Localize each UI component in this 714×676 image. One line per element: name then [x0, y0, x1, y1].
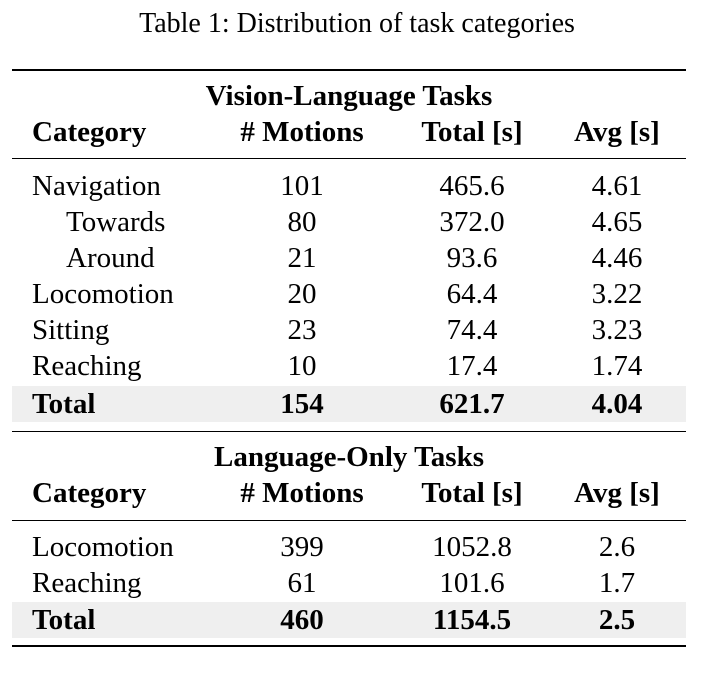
header-category: Category [32, 116, 147, 148]
cell-category: Towards [66, 206, 166, 238]
cell-avg: 1.74 [591, 350, 643, 382]
cell-total: 74.4 [446, 314, 498, 346]
cell-avg: 1.7 [598, 567, 636, 599]
cell-category: Total [32, 388, 96, 420]
top-rule [12, 69, 686, 71]
cell-motions: 460 [280, 604, 324, 636]
cell-category: Reaching [32, 350, 142, 382]
section-title: Language-Only Tasks [214, 441, 484, 473]
total-row [12, 602, 686, 638]
table-row [12, 276, 686, 312]
header-rule [12, 520, 686, 521]
table-row [12, 312, 686, 348]
cell-category: Navigation [32, 170, 161, 202]
cell-motions: 23 [287, 314, 317, 346]
section-rule [12, 431, 686, 432]
table-row [12, 529, 686, 565]
table-caption: Table 1: Distribution of task categories [139, 8, 575, 39]
total-row [12, 386, 686, 422]
header-row [12, 114, 686, 150]
cell-avg: 2.6 [598, 531, 636, 563]
cell-motions: 399 [280, 531, 324, 563]
cell-avg: 4.65 [591, 206, 643, 238]
cell-avg: 3.22 [591, 278, 643, 310]
table-row [12, 240, 686, 276]
cell-category: Locomotion [32, 531, 174, 563]
header-category: Category [32, 477, 147, 509]
header-total: Total [s] [421, 116, 523, 148]
cell-motions: 10 [287, 350, 317, 382]
cell-avg: 4.04 [591, 388, 643, 420]
cell-motions: 80 [287, 206, 317, 238]
table-row [12, 565, 686, 601]
cell-total: 1052.8 [432, 531, 512, 563]
table-row [12, 204, 686, 240]
cell-motions: 20 [287, 278, 317, 310]
cell-category: Around [66, 242, 155, 274]
cell-avg: 2.5 [598, 604, 636, 636]
cell-avg: 3.23 [591, 314, 643, 346]
cell-total: 621.7 [439, 388, 505, 420]
cell-category: Locomotion [32, 278, 174, 310]
cell-total: 465.6 [439, 170, 505, 202]
table-row [12, 348, 686, 384]
header-row [12, 475, 686, 511]
cell-motions: 154 [280, 388, 324, 420]
cell-total: 372.0 [439, 206, 505, 238]
header-avg: Avg [s] [574, 477, 660, 509]
cell-category: Total [32, 604, 96, 636]
cell-category: Sitting [32, 314, 110, 346]
cell-total: 64.4 [446, 278, 498, 310]
cell-avg: 4.46 [591, 242, 643, 274]
cell-motions: 61 [287, 567, 317, 599]
bottom-rule [12, 645, 686, 647]
header-motions: # Motions [240, 477, 364, 509]
section-title: Vision-Language Tasks [205, 80, 493, 112]
header-total: Total [s] [421, 477, 523, 509]
header-avg: Avg [s] [574, 116, 660, 148]
cell-total: 93.6 [446, 242, 498, 274]
cell-motions: 21 [287, 242, 317, 274]
header-rule [12, 158, 686, 159]
table-row [12, 168, 686, 204]
cell-total: 1154.5 [432, 604, 512, 636]
cell-total: 101.6 [439, 567, 505, 599]
header-motions: # Motions [240, 116, 364, 148]
cell-total: 17.4 [446, 350, 498, 382]
cell-category: Reaching [32, 567, 142, 599]
cell-avg: 4.61 [591, 170, 643, 202]
cell-motions: 101 [280, 170, 324, 202]
